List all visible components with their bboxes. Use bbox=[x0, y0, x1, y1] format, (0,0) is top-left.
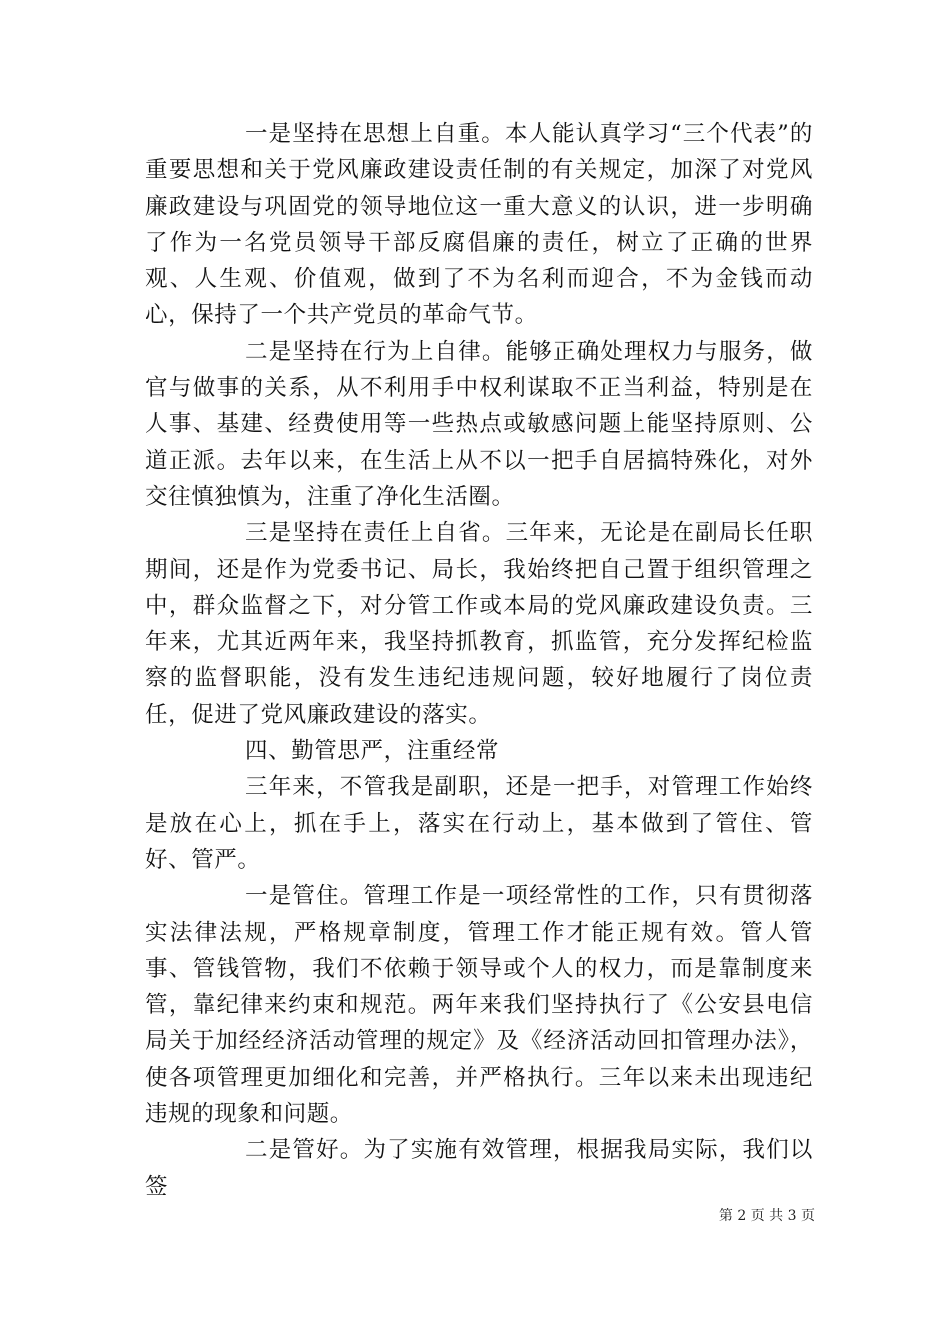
paragraph-self-reflection: 三是坚持在责任上自省。三年来，无论是在副局长任职期间，还是作为党委书记、局长，我始终把自己置于组织管理之中，群众监督之下，对分管工作或本局的党风廉政建设负责。三年来，尤其近两年来，我坚持抓教育，抓监管，充分发挥纪检监察的监督职能，没有发生违纪违规问题，较好地履行了岗位责任，促进了党风廉政建设的落实。 bbox=[145, 520, 813, 728]
section-heading-four: 四、勤管思严，注重经常 bbox=[245, 738, 500, 765]
document-body bbox=[145, 116, 813, 1205]
paragraph-self-discipline: 二是坚持在行为上自律。能够正确处理权力与服务，做官与做事的关系，从不利用手中权利谋取不正当利益，特别是在人事、基建、经费使用等一些热点或敏感问题上能坚持原则、公道正派。去年以来，在生活上从不以一把手自居搞特殊化，对外交往慎独慎为，注重了净化生活圈。 bbox=[145, 338, 813, 510]
paragraph-management-intro: 三年来，不管我是副职，还是一把手，对管理工作始终是放在心上，抓在手上，落实在行动上，基本做到了管住、管好、管严。 bbox=[145, 774, 813, 873]
page-number-footer: 第 2 页 共 3 页 bbox=[718, 1208, 815, 1224]
paragraph-manage-well: 二是管好。为了实施有效管理，根据我局实际，我们以签 bbox=[145, 1137, 813, 1200]
paragraph-self-respect: 一是坚持在思想上自重。本人能认真学习“三个代表”的重要思想和关于党风廉政建设责任制的有关规定，加深了对党风廉政建设与巩固党的领导地位这一重大意义的认识，进一步明确了作为一名党员领导干部反腐倡廉的责任，树立了正确的世界观、人生观、价值观，做到了不为名利而迎合，不为金钱而动心，保持了一个共产党员的革命气节。 bbox=[145, 121, 813, 329]
paragraph-manage-control: 一是管住。管理工作是一项经常性的工作，只有贯彻落实法律法规，严格规章制度，管理工作才能正规有效。管人管事、管钱管物，我们不依赖于领导或个人的权力，而是靠制度来管，靠纪律来约束和规范。两年来我们坚持执行了《公安县电信局关于加经经济活动管理的规定》及《经济活动回扣管理办法》，使各项管理更加细化和完善，并严格执行。三年以来未出现违纪违规的现象和问题。 bbox=[145, 883, 813, 1128]
